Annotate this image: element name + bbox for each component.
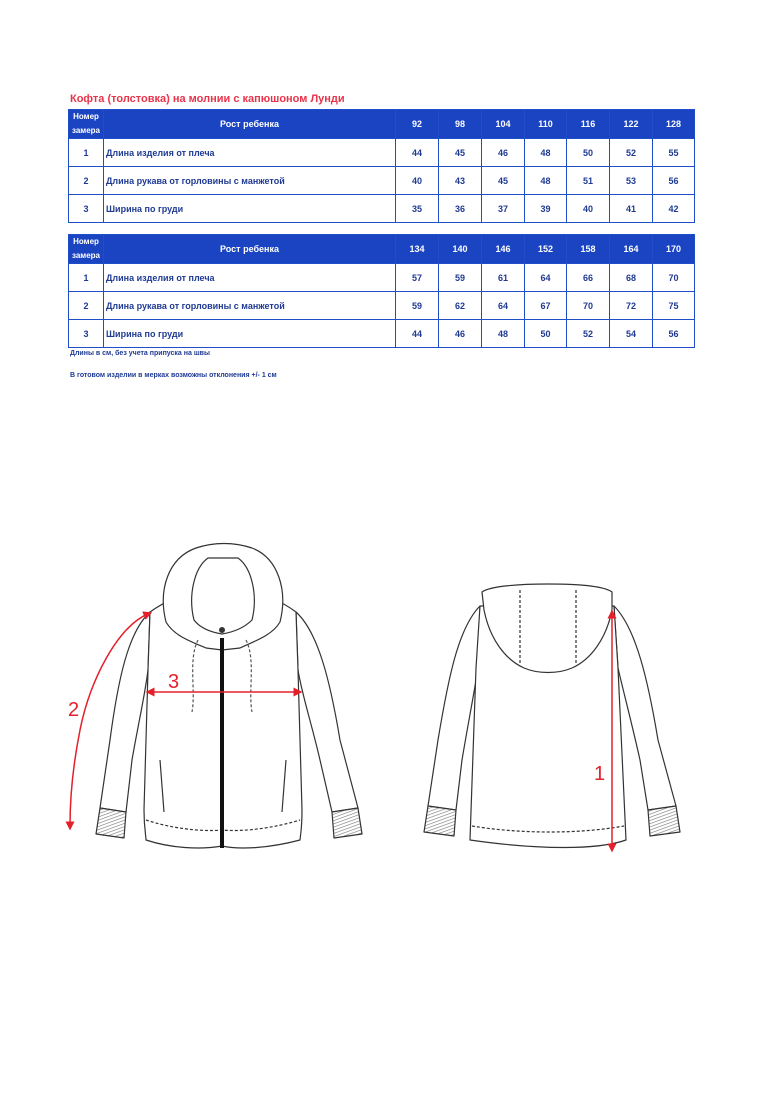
- cell-value: 40: [567, 195, 610, 223]
- cell-value: 44: [396, 320, 439, 348]
- page-title: Кофта (толстовка) на молнии с капюшоном Лунди: [70, 93, 345, 105]
- cell-value: 59: [396, 292, 439, 320]
- cell-value: 39: [525, 195, 567, 223]
- front-left-sleeve: [100, 612, 150, 812]
- table-header-row: [69, 235, 695, 264]
- front-right-cuff: [332, 808, 362, 838]
- header-measure-number: Номер замера: [69, 110, 104, 139]
- header-size: 98: [439, 110, 482, 139]
- cell-value: 46: [439, 320, 482, 348]
- measure-name: Длина рукава от горловины с манжетой: [104, 167, 396, 195]
- header-size: 146: [482, 235, 525, 264]
- cell-value: 52: [610, 139, 653, 167]
- measure-number: 3: [69, 320, 104, 348]
- cell-value: 37: [482, 195, 525, 223]
- measure-number: 1: [69, 264, 104, 292]
- header-size: 116: [567, 110, 610, 139]
- header-size: 122: [610, 110, 653, 139]
- cell-value: 52: [567, 320, 610, 348]
- back-right-cuff: [648, 806, 680, 836]
- measure-name: Длина изделия от плеча: [104, 264, 396, 292]
- header-size: 110: [525, 110, 567, 139]
- cell-value: 61: [482, 264, 525, 292]
- cell-value: 35: [396, 195, 439, 223]
- cell-value: 70: [653, 264, 695, 292]
- table-row: [69, 195, 695, 223]
- hoodie-back: [424, 584, 680, 848]
- cell-value: 50: [567, 139, 610, 167]
- table-row: [69, 167, 695, 195]
- measure-number: 3: [69, 195, 104, 223]
- header-size: 140: [439, 235, 482, 264]
- cell-value: 66: [567, 264, 610, 292]
- header-height-label: Рост ребенка: [104, 110, 396, 139]
- marker-label-3: 3: [168, 671, 180, 693]
- marker-label-1: 1: [594, 763, 606, 785]
- measure-number: 2: [69, 167, 104, 195]
- cell-value: 57: [396, 264, 439, 292]
- cell-value: 55: [653, 139, 695, 167]
- front-right-sleeve: [296, 612, 358, 812]
- table-header-row: [69, 110, 695, 139]
- cell-value: 56: [653, 167, 695, 195]
- cell-value: 56: [653, 320, 695, 348]
- note-seam-allowance: Длины в см, без учета припуска на швы: [70, 350, 210, 357]
- cell-value: 51: [567, 167, 610, 195]
- header-size: 170: [653, 235, 695, 264]
- cell-value: 64: [482, 292, 525, 320]
- measure-number: 2: [69, 292, 104, 320]
- cell-value: 54: [610, 320, 653, 348]
- cell-value: 75: [653, 292, 695, 320]
- cell-value: 53: [610, 167, 653, 195]
- measure-name: Длина рукава от горловины с манжетой: [104, 292, 396, 320]
- table-row: [69, 264, 695, 292]
- cell-value: 62: [439, 292, 482, 320]
- cell-value: 45: [439, 139, 482, 167]
- header-size: 92: [396, 110, 439, 139]
- measure-number: 1: [69, 139, 104, 167]
- header-size: 134: [396, 235, 439, 264]
- header-size: 164: [610, 235, 653, 264]
- table-row: [69, 292, 695, 320]
- header-size: 152: [525, 235, 567, 264]
- size-table-2: [68, 234, 695, 348]
- front-left-cuff: [96, 808, 126, 838]
- note-tolerance: В готовом изделии в мерках возможны отклонения +/- 1 см: [70, 372, 277, 379]
- header-measure-number: Номер замера: [69, 235, 104, 264]
- measure-name: Ширина по груди: [104, 320, 396, 348]
- cell-value: 72: [610, 292, 653, 320]
- cell-value: 43: [439, 167, 482, 195]
- marker-label-2: 2: [68, 699, 80, 721]
- cell-value: 40: [396, 167, 439, 195]
- table-row: [69, 139, 695, 167]
- measure-name: Длина изделия от плеча: [104, 139, 396, 167]
- cell-value: 45: [482, 167, 525, 195]
- cell-value: 50: [525, 320, 567, 348]
- header-height-label: Рост ребенка: [104, 235, 396, 264]
- back-left-cuff: [424, 806, 456, 836]
- cell-value: 46: [482, 139, 525, 167]
- cell-value: 70: [567, 292, 610, 320]
- table-row: [69, 320, 695, 348]
- size-table-1: [68, 109, 695, 223]
- cell-value: 48: [482, 320, 525, 348]
- measure-name: Ширина по груди: [104, 195, 396, 223]
- header-size: 158: [567, 235, 610, 264]
- hoodie-front: [96, 544, 362, 849]
- header-size: 104: [482, 110, 525, 139]
- cell-value: 44: [396, 139, 439, 167]
- cell-value: 36: [439, 195, 482, 223]
- cell-value: 68: [610, 264, 653, 292]
- cell-value: 41: [610, 195, 653, 223]
- cell-value: 64: [525, 264, 567, 292]
- cell-value: 67: [525, 292, 567, 320]
- cell-value: 59: [439, 264, 482, 292]
- header-size: 128: [653, 110, 695, 139]
- brand-label-icon: [219, 627, 225, 633]
- cell-value: 48: [525, 139, 567, 167]
- cell-value: 48: [525, 167, 567, 195]
- garment-illustration: [0, 540, 762, 870]
- cell-value: 42: [653, 195, 695, 223]
